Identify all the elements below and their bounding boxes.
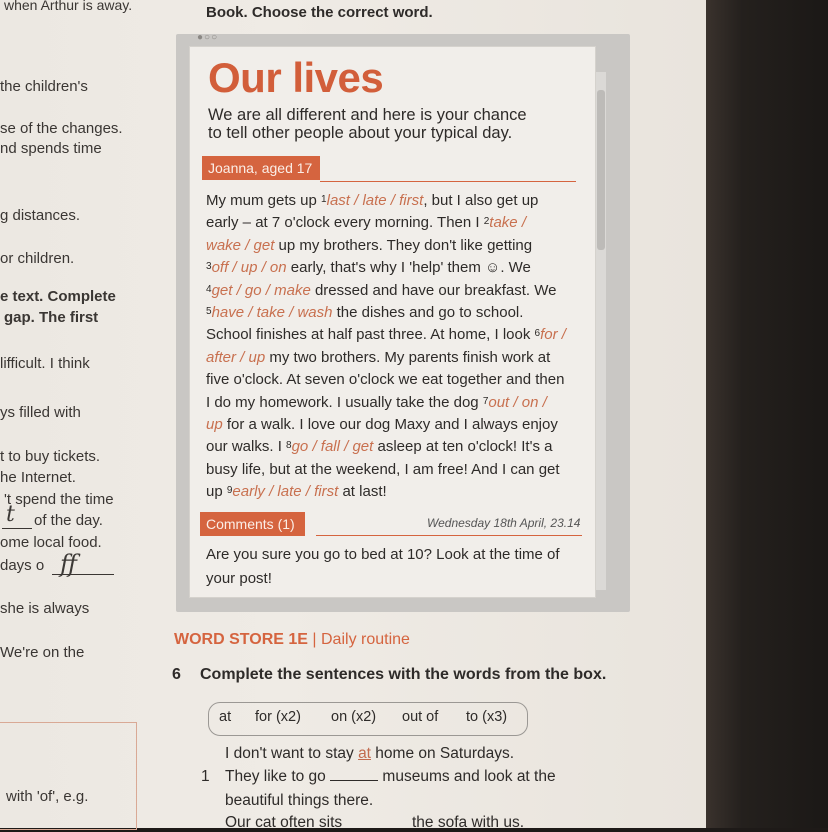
left-fragment: of the day.	[34, 512, 103, 529]
handwritten-ff: ff	[60, 550, 78, 578]
left-fragment-bold: gap. The first	[4, 309, 99, 326]
left-fragment: the children's	[0, 78, 88, 95]
left-fragment: se of the changes.	[0, 120, 123, 137]
left-fragment: she is always	[0, 600, 90, 617]
blog-post-text: My mum gets up $^1$last / late / first, but I also get up early – at 7 o'clock every morning. Then I $^2$take / wake / get up my brothers. They don't like getting $^3$off / up / on early, that's why I 'help' them ☺. We $^4$get / go / make dressed and have our breakfast. We $^5$have / take / wash the dishes and go to school. School finishes at half past three. At home, I look $^6$for / after / up my two brothers. My parents finish work at five o'clock. At seven o'clock we eat together and then I do my homework. I usually take the dog $^7$out / on / up for a walk. I love our dog Maxy and I always enjoy our walks. I $^8$go / fall / get asleep at ten o'clock! It's a busy life, but at the weekend, I am free! And I can get up $^9$early / late / first at last!	[206, 192, 566, 501]
box-word: to (x3)	[466, 709, 508, 725]
top-instruction: Book. Choose the correct word.	[206, 4, 433, 21]
box-word: for (x2)	[255, 709, 301, 725]
sentence-1: They like to go museums and look at the	[225, 768, 556, 785]
blog-intro: We are all different and here is your chance to tell other people about your typical day.	[208, 106, 527, 142]
box-word: on (x2)	[331, 709, 377, 725]
author-tag: Joanna, aged 17	[202, 156, 320, 180]
left-fragment: days o	[0, 557, 45, 574]
left-fragment: 't spend the time	[4, 491, 114, 508]
answer-blank[interactable]	[330, 768, 378, 781]
exercise-number: 6	[172, 666, 181, 683]
left-fragment: t to buy tickets.	[0, 448, 101, 465]
window-dots: ●○○	[197, 32, 219, 43]
example-sentence: I don't want to stay at home on Saturdays.	[225, 745, 515, 762]
comment-date: Wednesday 18th April, 23.14	[427, 516, 581, 530]
left-column-top-fragment: when Arthur is away.	[4, 0, 133, 13]
page-shadow-edge	[706, 0, 828, 828]
left-fragment-bold: e text. Complete	[0, 288, 116, 305]
box-word: at	[219, 709, 232, 725]
sentence-2-fragment: the sofa with us.	[412, 814, 525, 831]
left-fragment: he Internet.	[0, 469, 76, 486]
left-fragment: g distances.	[0, 207, 81, 224]
sentence-1-line2: beautiful things there.	[225, 792, 374, 809]
scrollbar-thumb	[597, 90, 605, 250]
sentence-number: 1	[201, 768, 210, 785]
comment-text: Are you sure you go to bed at 10? Look at the time of your post!	[206, 546, 560, 587]
author-rule	[320, 181, 576, 182]
left-fragment: nd spends time	[0, 140, 102, 157]
handwritten-t: t	[6, 502, 15, 527]
left-fragment: or children.	[0, 250, 75, 267]
comments-tag[interactable]: Comments (1)	[200, 512, 305, 536]
word-store-heading: WORD STORE 1E | Daily routine	[174, 631, 410, 648]
left-fragment: lifficult. I think	[0, 355, 90, 372]
left-fragment: We're on the	[0, 644, 85, 661]
answer-line	[2, 528, 32, 529]
exercise-instruction: Complete the sentences with the words from the box.	[200, 666, 607, 683]
sentence-2-fragment: Our cat often sits	[225, 814, 343, 831]
left-note-box	[0, 722, 137, 830]
left-fragment: ome local food.	[0, 534, 102, 551]
blog-title: Our lives	[208, 54, 384, 101]
box-word: out of	[402, 709, 439, 725]
comments-rule	[316, 535, 582, 536]
left-fragment: with 'of', e.g.	[6, 788, 89, 805]
left-fragment: ys filled with	[0, 404, 81, 421]
